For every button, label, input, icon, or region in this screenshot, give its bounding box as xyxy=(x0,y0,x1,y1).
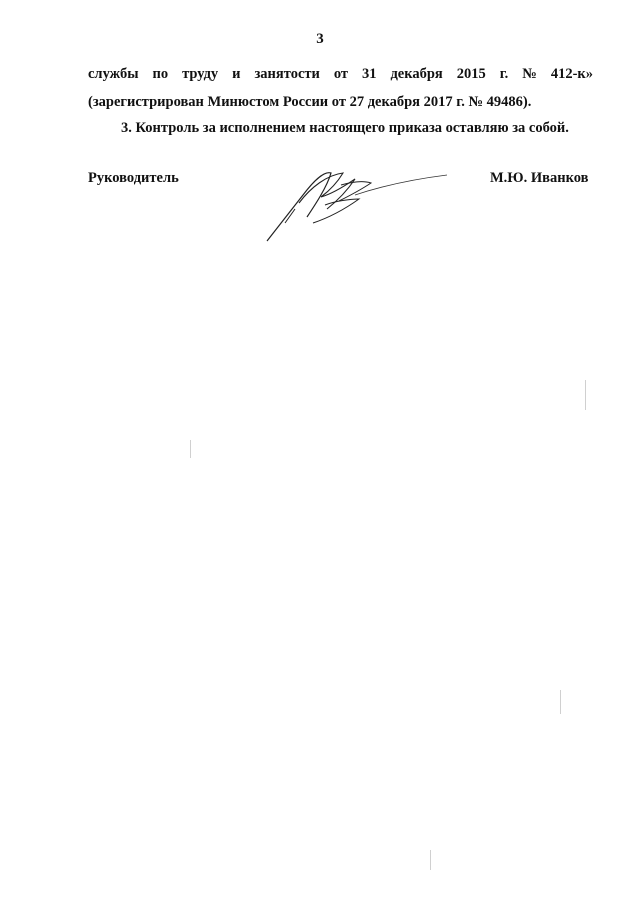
word: 31 xyxy=(361,66,377,82)
handwritten-signature xyxy=(255,165,450,245)
paragraph-item-3: 3. Контроль за исполнением настоящего приказа оставляю за собой. xyxy=(121,120,569,136)
word: занятости xyxy=(254,66,320,82)
word: 412-к» xyxy=(550,66,593,82)
scan-artifact xyxy=(190,440,191,458)
word: и xyxy=(232,66,241,82)
paragraph-line-2: (зарегистрирован Минюстом России от 27 декабря 2017 г. № 49486). xyxy=(88,94,532,110)
word: 2015 xyxy=(456,66,486,82)
word: службы xyxy=(88,66,139,82)
word: № xyxy=(522,66,537,82)
word: от xyxy=(333,66,349,82)
scan-artifact xyxy=(560,690,561,714)
signatory-title: Руководитель xyxy=(88,170,179,186)
scan-artifact xyxy=(585,380,586,410)
word: декабря xyxy=(390,66,443,82)
signatory-name: М.Ю. Иванков xyxy=(490,170,589,186)
word: по xyxy=(152,66,169,82)
scan-artifact xyxy=(430,850,431,870)
word: труду xyxy=(182,66,219,82)
page-number: 3 xyxy=(316,31,324,47)
paragraph-line-1 xyxy=(88,66,593,83)
word: г. xyxy=(499,66,509,82)
